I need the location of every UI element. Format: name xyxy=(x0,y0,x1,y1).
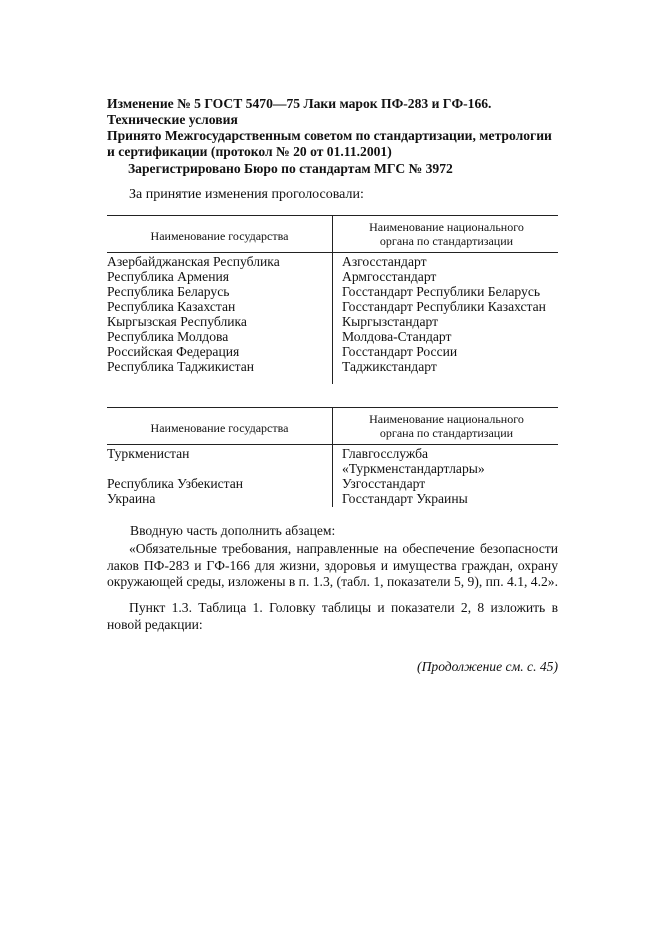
table-row-state: Украина xyxy=(107,491,156,506)
table-row-state: Республика Молдова xyxy=(107,329,229,344)
table-row-state: Республика Таджикистан xyxy=(107,359,255,374)
table-row-org: Армгосстандарт xyxy=(342,269,437,284)
header-org-line1: Наименование национального xyxy=(369,220,524,234)
table-row-state: Туркменистан xyxy=(107,446,190,461)
table-row-org: Узгосстандарт xyxy=(342,476,426,491)
table-row-state: Азербайджанская Республика xyxy=(107,254,280,269)
intro-instruction: Вводную часть дополнить абзацем: xyxy=(130,523,336,538)
registration-note: Зарегистрировано Бюро по стандартам МГС № 3972 xyxy=(128,161,453,176)
header-state: Наименование государства xyxy=(150,421,289,435)
table-row-org: Госстандарт Республики Беларусь xyxy=(342,284,541,299)
table-row-org: Кыргызстандарт xyxy=(342,314,439,329)
table-header-rule xyxy=(107,444,558,445)
table-row-state: Республика Армения xyxy=(107,269,229,284)
header-state: Наименование государства xyxy=(150,229,289,243)
amendment-title: Изменение № 5 ГОСТ 5470—75 Лаки марок ПФ-283 и ГФ-166. Технические условия xyxy=(107,96,492,127)
voting-table-1 xyxy=(107,215,558,387)
header-org-line2: органа по стандартизации xyxy=(379,426,514,440)
table-header-rule xyxy=(107,252,558,253)
header-org-line1: Наименование национального xyxy=(369,412,524,426)
voting-table-2 xyxy=(107,407,558,507)
adoption-note: Принято Межгосударственным советом по стандартизации, метрологии и сертификации (протокол № 20 от 01.11.2001) xyxy=(107,128,552,159)
clause-instruction: Пункт 1.3. Таблица 1. Головку таблицы и показатели 2, 8 изложить в новой редакции: xyxy=(107,600,558,632)
table-row-org: Госстандарт Республики Казахстан xyxy=(342,299,546,314)
table-row-org: Госстандарт Украины xyxy=(342,491,468,506)
table-row-org: Госстандарт России xyxy=(342,344,458,359)
header-org-line2: органа по стандартизации xyxy=(379,234,514,248)
table-column-divider xyxy=(332,215,333,384)
table-row-org: Азгосстандарт xyxy=(342,254,427,269)
table-row-state: Республика Казахстан xyxy=(107,299,236,314)
table-row-org: Молдова-Стандарт xyxy=(342,329,452,344)
table-row-state: Кыргызская Республика xyxy=(107,314,247,329)
table-row-org: Таджикстандарт xyxy=(342,359,437,374)
table-row-state: Республика Беларусь xyxy=(107,284,230,299)
continuation-note: (Продолжение см. с. 45) xyxy=(417,659,558,674)
table-row-org: Главгосслужба «Туркменстандартлары» xyxy=(342,446,485,476)
table-column-divider xyxy=(332,407,333,507)
voted-intro: За принятие изменения проголосовали: xyxy=(129,187,364,202)
table-row-state: Республика Узбекистан xyxy=(107,476,244,491)
requirements-paragraph: «Обязательные требования, направленные на обеспечение безопасности лаков ПФ-283 и ГФ-166 для жизни, здоровья и имущества граждан, охрану окружающей среды, изложены в п. 1.3, (табл. 1, показатели 5, 9), пп. 4.1, 4.2». xyxy=(107,541,558,589)
table-row-state: Российская Федерация xyxy=(107,344,240,359)
